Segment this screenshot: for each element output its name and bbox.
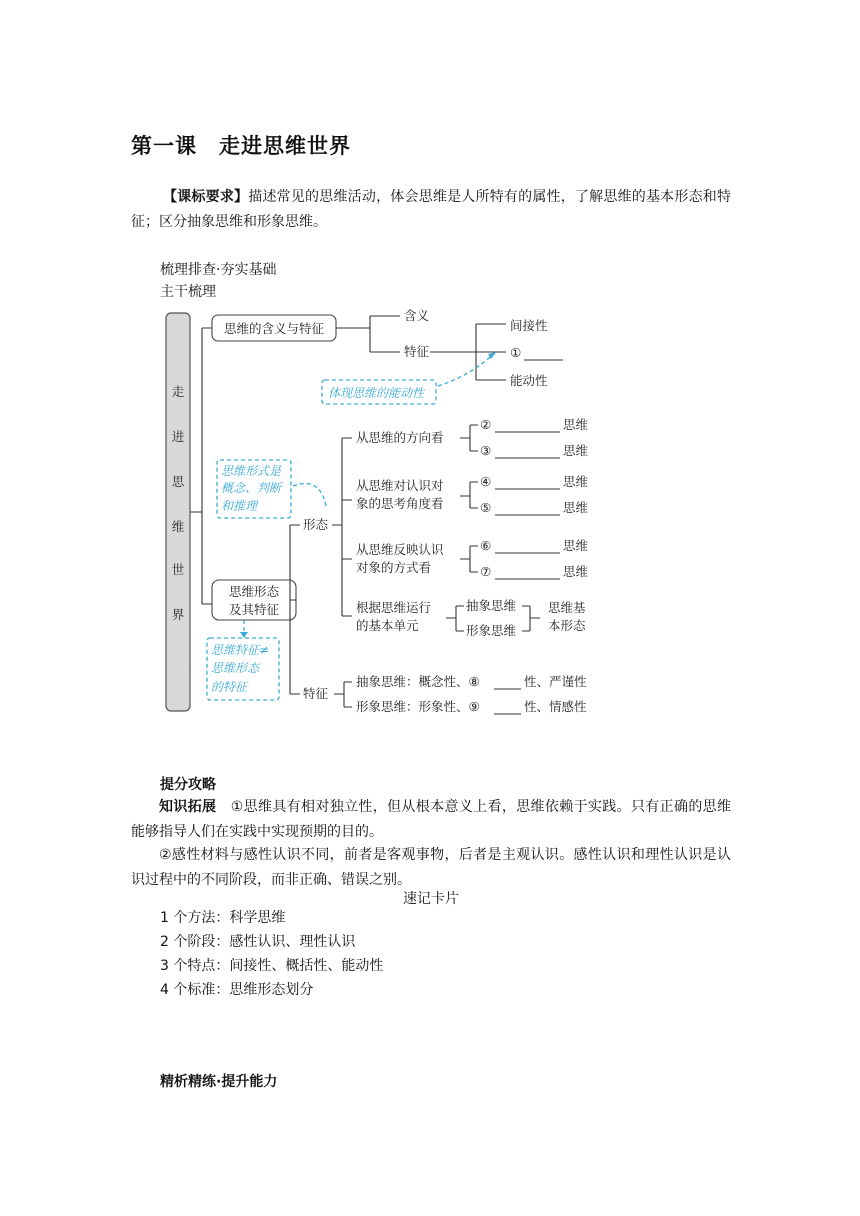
root-char-4: 维	[171, 519, 185, 534]
feature-image-prefix: 形象思维：形象性、⑨	[356, 699, 480, 714]
root-box	[166, 313, 190, 711]
requirement-text: 描述常见的思维活动，体会思维是人所特有的属性，了解思维的基本形态和特征；区分抽象思维和形象思维。	[131, 189, 732, 230]
section-heading-review: 梳理排查·夯实基础	[160, 262, 277, 278]
card-title: 速记卡片	[403, 891, 459, 907]
form-label: 形态	[303, 517, 329, 532]
page-title: 第一课 走进思维世界	[131, 134, 351, 158]
direction-blank-3: ③	[480, 443, 492, 458]
note-active: 体现思维的能动性	[328, 386, 425, 400]
unit-image: 形象思维	[466, 623, 517, 638]
requirement-label: 【课标要求】	[163, 189, 249, 205]
branch-forms-line2: 及其特征	[228, 602, 280, 617]
expand-paragraph-2: ②感性材料与感性认识不同，前者是客观事物，后者是主观认识。感性认识和理性认识是认识过程中的不同阶段，而非正确、错误之别。	[131, 847, 731, 888]
note-features-line2: 思维形态	[211, 661, 260, 675]
note-features-line1: 思维特征≠	[211, 643, 270, 657]
root-char-1: 走	[171, 384, 185, 399]
note-forms-line1: 思维形式是	[221, 464, 282, 478]
feature-indirect: 间接性	[510, 318, 548, 333]
feature-abstract-suffix: 性、严谨性	[524, 674, 587, 689]
way-blank-6: ⑥	[480, 538, 492, 553]
card-line-3: 3 个特点：间接性、概括性、能动性	[160, 958, 384, 974]
group-angle-label-2: 象的思考角度看	[356, 496, 444, 511]
way-suffix-7: 思维	[563, 564, 589, 579]
section-heading-tips: 提分攻略	[160, 777, 216, 793]
feature2-label: 特征	[303, 686, 329, 701]
angle-blank-5: ⑤	[480, 500, 492, 515]
section-heading-practice: 精析精练·提升能力	[160, 1074, 278, 1090]
root-char-5: 世	[171, 562, 185, 577]
feature-label: 特征	[404, 344, 430, 359]
section-subheading-outline: 主干梳理	[160, 284, 216, 300]
basic-forms-1: 思维基	[548, 600, 586, 615]
branch-forms-line1: 思维形态	[228, 584, 280, 599]
branch-meaning-features-label: 思维的含义与特征	[223, 321, 325, 336]
curriculum-requirement	[131, 185, 731, 235]
card-line-1: 1 个方法：科学思维	[160, 910, 286, 926]
root-char-6: 界	[171, 607, 185, 622]
group-unit-label-1: 根据思维运行	[356, 600, 432, 615]
feature-blank-1: ①	[510, 345, 522, 360]
feature-abstract-prefix: 抽象思维：概念性、⑧	[356, 674, 480, 689]
note-features-line3: 的特征	[211, 680, 248, 694]
note-forms-line3: 和推理	[221, 499, 258, 513]
group-direction-label: 从思维的方向看	[356, 430, 444, 445]
way-blank-7: ⑦	[480, 564, 492, 579]
feature-image-suffix: 性、情感性	[524, 699, 587, 714]
direction-blank-2: ②	[480, 417, 492, 432]
feature-active: 能动性	[510, 373, 548, 388]
group-unit-label-2: 的基本单元	[356, 618, 419, 633]
expand-text-1: ①思维具有相对独立性，但从根本意义上看，思维依赖于实践。只有正确的思维能够指导人们在实践中实现预期的目的。	[131, 799, 732, 840]
angle-blank-4: ④	[480, 474, 492, 489]
group-way-label-1: 从思维反映认识	[356, 542, 444, 557]
angle-suffix-5: 思维	[563, 500, 589, 515]
angle-suffix-4: 思维	[563, 474, 589, 489]
group-angle-label-1: 从思维对认识对	[356, 478, 444, 493]
basic-forms-2: 本形态	[548, 618, 586, 633]
expand-paragraph-1	[131, 795, 731, 845]
root-char-3: 思	[171, 474, 185, 489]
meaning-label: 含义	[404, 308, 430, 323]
card-line-2: 2 个阶段：感性认识、理性认识	[160, 934, 356, 950]
direction-suffix-2: 思维	[563, 417, 589, 432]
direction-suffix-3: 思维	[563, 443, 589, 458]
card-line-4: 4 个标准：思维形态划分	[160, 982, 314, 998]
expand-label: 知识拓展	[159, 799, 217, 815]
concept-map	[160, 306, 600, 718]
root-char-2: 进	[171, 429, 185, 444]
unit-abstract: 抽象思维	[466, 598, 517, 613]
note-forms-line2: 概念、判断	[221, 481, 282, 495]
way-suffix-6: 思维	[563, 538, 589, 553]
group-way-label-2: 对象的方式看	[356, 560, 432, 575]
